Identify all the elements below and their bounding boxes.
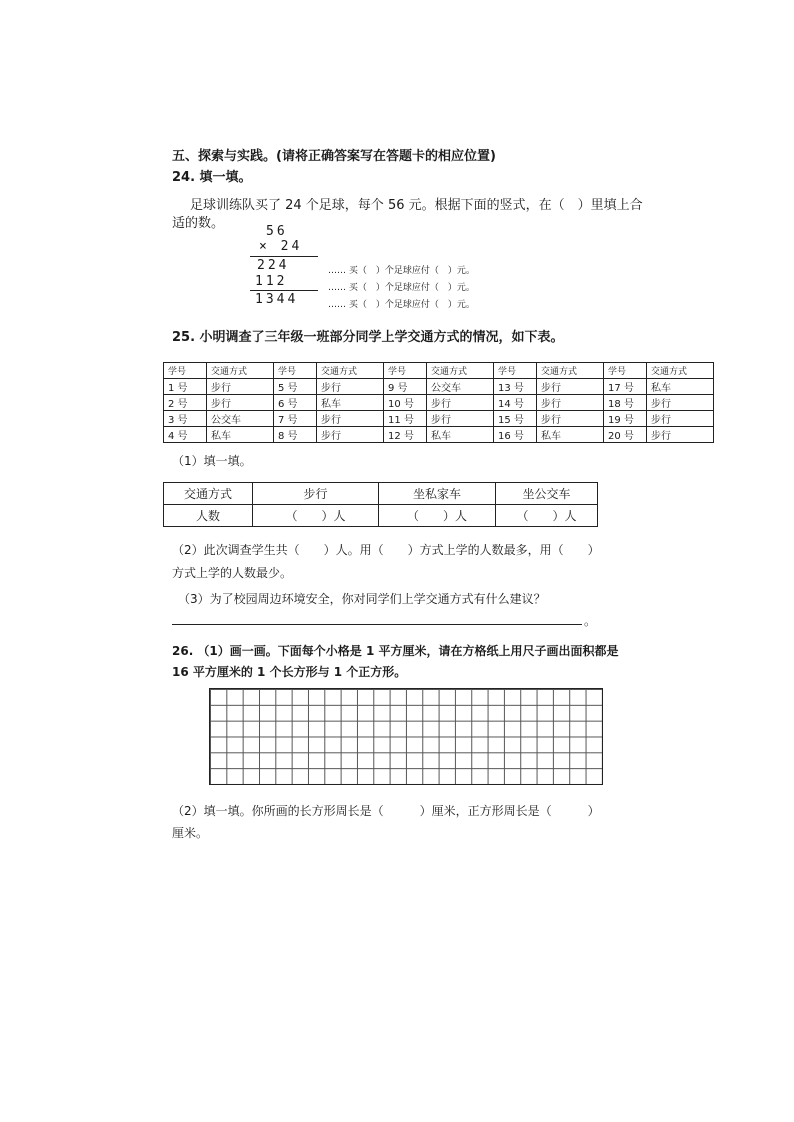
- calc-result: 1344: [255, 292, 299, 307]
- answer-line[interactable]: [172, 624, 582, 625]
- table-cell: 16 号: [494, 427, 537, 443]
- header-cell: 学号: [604, 363, 647, 379]
- table-cell: 步行: [537, 395, 604, 411]
- calc-partial-2: 112: [255, 274, 288, 289]
- calc-note-1: …… 买（ ）个足球应付（ ）元。: [328, 266, 475, 276]
- table-cell: 15 号: [494, 411, 537, 427]
- table-cell: 5 号: [274, 379, 317, 395]
- table-cell: 步行: [317, 411, 384, 427]
- answer-line-end: 。: [584, 614, 597, 628]
- survey-header-row: [164, 363, 714, 379]
- calc-top-number: 56: [266, 224, 288, 239]
- q26-line2: 16 平方厘米的 1 个长方形与 1 个正方形。: [172, 665, 407, 679]
- q24-text-line1: 足球训练队买了 24 个足球，每个 56 元。根据下面的竖式，在（ ）里填上合: [190, 198, 643, 213]
- table-cell: 步行: [427, 395, 494, 411]
- calc-note-3: …… 买（ ）个足球应付（ ）元。: [328, 300, 475, 310]
- tally-header-cell: 坐私家车: [379, 483, 496, 505]
- q24-title: 24. 填一填。: [172, 170, 252, 185]
- calc-rule-2: [250, 290, 318, 291]
- table-row: [164, 427, 714, 443]
- tally-header-cell: 坐公交车: [496, 483, 598, 505]
- tally-blank: （ ）人: [253, 505, 379, 527]
- q26-line1: 26. （1）画一画。下面每个小格是 1 平方厘米，请在方格纸上用尺子画出面积都是: [172, 644, 619, 658]
- table-cell: 6 号: [274, 395, 317, 411]
- q24-text-line2: 适的数。: [172, 216, 225, 231]
- table-cell: 步行: [647, 395, 714, 411]
- table-row: [164, 395, 714, 411]
- calc-rule-1: [250, 256, 318, 257]
- table-cell: 1 号: [164, 379, 207, 395]
- table-cell: 13 号: [494, 379, 537, 395]
- table-cell: 步行: [207, 395, 274, 411]
- header-cell: 学号: [274, 363, 317, 379]
- header-cell: 交通方式: [317, 363, 384, 379]
- table-cell: 2 号: [164, 395, 207, 411]
- calc-multiplier: × 24: [259, 239, 303, 254]
- table-cell: 11 号: [384, 411, 427, 427]
- table-cell: 私车: [207, 427, 274, 443]
- square-grid-paper[interactable]: [209, 688, 603, 785]
- table-cell: 公交车: [207, 411, 274, 427]
- tally-cell: 人数: [164, 505, 253, 527]
- table-cell: 7 号: [274, 411, 317, 427]
- q26-part2-line2: 厘米。: [172, 826, 209, 840]
- table-cell: 10 号: [384, 395, 427, 411]
- q25-part3: （3）为了校园周边环境安全，你对同学们上学交通方式有什么建议？: [178, 592, 546, 606]
- q25-part2-line1: （2）此次调查学生共（ ）人。用（ ）方式上学的人数最多，用（ ）: [172, 543, 600, 557]
- table-cell: 20 号: [604, 427, 647, 443]
- header-cell: 交通方式: [647, 363, 714, 379]
- header-cell: 交通方式: [427, 363, 494, 379]
- table-cell: 18 号: [604, 395, 647, 411]
- table-cell: 步行: [647, 427, 714, 443]
- table-cell: 12 号: [384, 427, 427, 443]
- table-cell: 9 号: [384, 379, 427, 395]
- table-cell: 步行: [537, 411, 604, 427]
- tally-header-cell: 交通方式: [164, 483, 253, 505]
- table-cell: 私车: [317, 395, 384, 411]
- header-cell: 学号: [384, 363, 427, 379]
- table-cell: 步行: [317, 379, 384, 395]
- tally-table: [163, 482, 598, 527]
- q25-title: 25. 小明调查了三年级一班部分同学上学交通方式的情况，如下表。: [172, 330, 564, 345]
- header-cell: 交通方式: [537, 363, 604, 379]
- table-cell: 14 号: [494, 395, 537, 411]
- table-cell: 私车: [537, 427, 604, 443]
- table-cell: 私车: [427, 427, 494, 443]
- table-cell: 步行: [317, 427, 384, 443]
- tally-row: [164, 505, 598, 527]
- header-cell: 交通方式: [207, 363, 274, 379]
- table-cell: 步行: [647, 411, 714, 427]
- table-cell: 私车: [647, 379, 714, 395]
- tally-header-row: [164, 483, 598, 505]
- section-title: 五、探索与实践。(请将正确答案写在答题卡的相应位置): [172, 149, 496, 164]
- table-cell: 4 号: [164, 427, 207, 443]
- calc-partial-1: 224: [257, 258, 290, 273]
- table-cell: 步行: [537, 379, 604, 395]
- table-cell: 步行: [207, 379, 274, 395]
- tally-blank: （ ）人: [496, 505, 598, 527]
- table-cell: 17 号: [604, 379, 647, 395]
- table-cell: 公交车: [427, 379, 494, 395]
- table-cell: 3 号: [164, 411, 207, 427]
- q25-part2-line2: 方式上学的人数最少。: [172, 566, 293, 580]
- q25-part1-label: （1）填一填。: [172, 454, 252, 468]
- tally-blank: （ ）人: [379, 505, 496, 527]
- header-cell: 学号: [164, 363, 207, 379]
- calc-note-2: …… 买（ ）个足球应付（ ）元。: [328, 283, 475, 293]
- table-row: [164, 411, 714, 427]
- table-cell: 8 号: [274, 427, 317, 443]
- table-cell: 19 号: [604, 411, 647, 427]
- table-row: [164, 379, 714, 395]
- q26-part2-line1: （2）填一填。你所画的长方形周长是（ ）厘米，正方形周长是（ ）: [172, 804, 600, 818]
- table-cell: 步行: [427, 411, 494, 427]
- survey-table: [163, 362, 714, 443]
- tally-header-cell: 步行: [253, 483, 379, 505]
- header-cell: 学号: [494, 363, 537, 379]
